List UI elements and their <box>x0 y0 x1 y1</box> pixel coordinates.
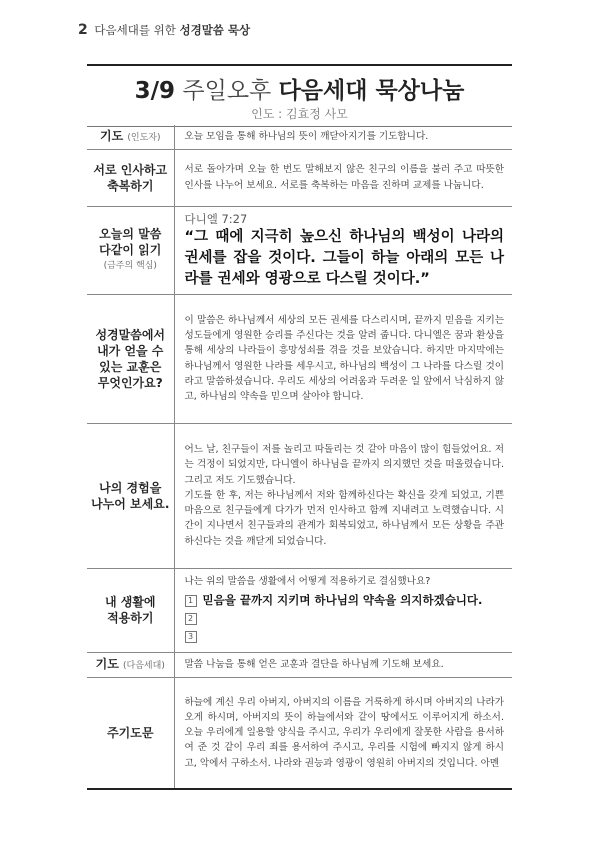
label-line: 내가 얻을 수 <box>97 343 164 358</box>
content-application <box>174 568 512 652</box>
row-lesson <box>87 294 512 423</box>
item-number-box: 1 <box>185 595 197 607</box>
page-header <box>78 22 250 38</box>
row-application <box>87 568 512 652</box>
item-text[interactable]: 믿음을 끝까지 지키며 하나님의 약속을 의지하겠습니다. <box>202 592 483 607</box>
content-prayer-open: 오늘 모임을 통해 하나님의 뜻이 깨닫아지기를 기도합니다. <box>174 125 512 149</box>
row-scripture <box>87 206 512 294</box>
row-greeting <box>87 149 512 206</box>
label-line: 무엇인가요? <box>97 375 163 390</box>
row-experience <box>87 423 512 568</box>
label-scripture <box>87 206 174 294</box>
row-lords-prayer <box>87 677 512 789</box>
series-title: 다음세대를 위한 <box>94 23 176 37</box>
label-experience <box>87 423 174 568</box>
label-note: (금주의 핵심) <box>103 261 157 271</box>
leader-line: 인도 : 김효정 사모 <box>251 107 348 121</box>
label-application <box>87 568 174 652</box>
book-title: 성경말씀 묵상 <box>179 23 251 37</box>
label-text: 기도 <box>100 128 124 143</box>
title-date: 3/9 <box>134 78 176 104</box>
scripture-verse: “그 때에 지극히 높으신 하나님의 백성이 나라의 권세를 잡을 것이다. 그들이 하늘 아래의 모든 나라를 권세와 영광으로 다스릴 것이다.” <box>184 228 504 287</box>
label-line: 성경말씀에서 <box>95 327 166 342</box>
label-line: 축복하기 <box>107 178 154 193</box>
title-service: 주일오후 <box>182 78 272 104</box>
label-line: 적용하기 <box>107 611 154 625</box>
application-item <box>185 592 505 610</box>
item-number-box: 3 <box>185 631 197 643</box>
label-note: (인도자) <box>127 132 161 143</box>
content-greeting: 서로 돌아가며 오늘 한 번도 말해보지 않은 친구의 이름을 불러 주고 따뜻한 인사를 나누어 보세요. 서로를 축복하는 마음을 진하며 교제를 나눕니다. <box>174 149 512 206</box>
content-prayer-close: 말씀 나눔을 통해 얻은 교훈과 결단을 하나님께 기도해 보세요. <box>174 652 512 677</box>
application-question: 나는 위의 말씀을 생활에서 어떻게 적용하기로 결심했나요? <box>184 576 431 588</box>
experience-paragraph: 어느 날, 친구들이 저를 놀리고 따돌리는 것 같아 마음이 많이 힘들었어요. 저는 걱정이 되었지만, 다니엘이 하나님을 끝까지 의지했던 것을 떠올렸습니다. 그리고 저도 기도했습니다. <box>184 444 504 486</box>
label-prayer-close <box>87 652 174 677</box>
label-line: 다같이 읽기 <box>99 243 162 257</box>
label-prayer-open <box>87 125 174 149</box>
label-line: 나누어 보세요. <box>91 496 170 511</box>
label-greeting <box>87 149 174 206</box>
content-experience <box>174 423 512 568</box>
label-line: 있는 교훈은 <box>99 359 162 374</box>
label-line: 오늘의 말씀 <box>99 227 162 241</box>
content-lords-prayer: 하늘에 계신 우리 아버지, 아버지의 이름을 거룩하게 하시며 아버지의 나라가 오게 하시며, 아버지의 뜻이 하늘에서와 같이 땅에서도 이루어지게 하소서. 오늘 우리에게 일용할 양식을 주시고, 우리가 우리에게 잘못한 사람을 용서하여 준 것 같이 우리 죄를 용서하여 주시고, 우리를 시험에 빠지지 않게 하시고, 악에서 구하소서. 나라와 권능과 영광이 영원히 아버지의 것입니다. 아멘 <box>174 677 512 789</box>
meditation-table <box>87 125 512 790</box>
application-item <box>185 610 505 628</box>
label-text: 기도 <box>95 656 119 671</box>
row-prayer-close <box>87 652 512 677</box>
item-number-box: 2 <box>185 613 197 625</box>
label-lords-prayer: 주기도문 <box>87 677 174 789</box>
row-prayer-open <box>87 125 512 149</box>
label-line: 나의 경험을 <box>99 480 162 495</box>
application-item <box>185 628 505 646</box>
scripture-reference: 다니엘 7:27 <box>184 211 248 226</box>
label-note: (다음세대) <box>123 660 165 671</box>
label-line: 서로 인사하고 <box>93 162 168 177</box>
page-title <box>87 66 512 104</box>
label-lesson <box>87 294 174 423</box>
content-lesson: 이 말씀은 하나님께서 세상의 모든 권세를 다스리시며, 끝까지 믿음을 지키는 성도들에게 영원한 승리를 주신다는 것을 알려 줍니다. 다니엘은 꿈과 환상을 통해 세상의 나라들이 흥망성쇠를 겪을 것을 보았습니다. 하지만 마지막에는 하나님께서 영원한 나라를 세우시고, 하나님의 백성이 그 나라를 다스릴 것이라고 말씀하셨습니다. 우리도 세상의 어려움과 두려운 일 앞에서 낙심하지 않고, 하나님의 약속을 믿으며 살아야 합니다. <box>174 294 512 423</box>
experience-paragraph: 기도를 한 후, 저는 하나님께서 저와 함께하신다는 확신을 갖게 되었고, 기쁜 마음으로 친구들에게 다가가 먼저 인사하고 함께 지내려고 노력했습니다. 시간이 지나면서 친구들과의 관계가 회복되었고, 하나님께서 모든 상황을 주관하신다는 것을 깨닫게 되었습니다. <box>184 489 504 547</box>
page-number: 2 <box>78 22 88 38</box>
label-line: 내 생활에 <box>104 595 156 609</box>
content-scripture <box>174 206 512 294</box>
title-box <box>87 64 512 127</box>
title-main: 다음세대 묵상나눔 <box>278 78 465 104</box>
